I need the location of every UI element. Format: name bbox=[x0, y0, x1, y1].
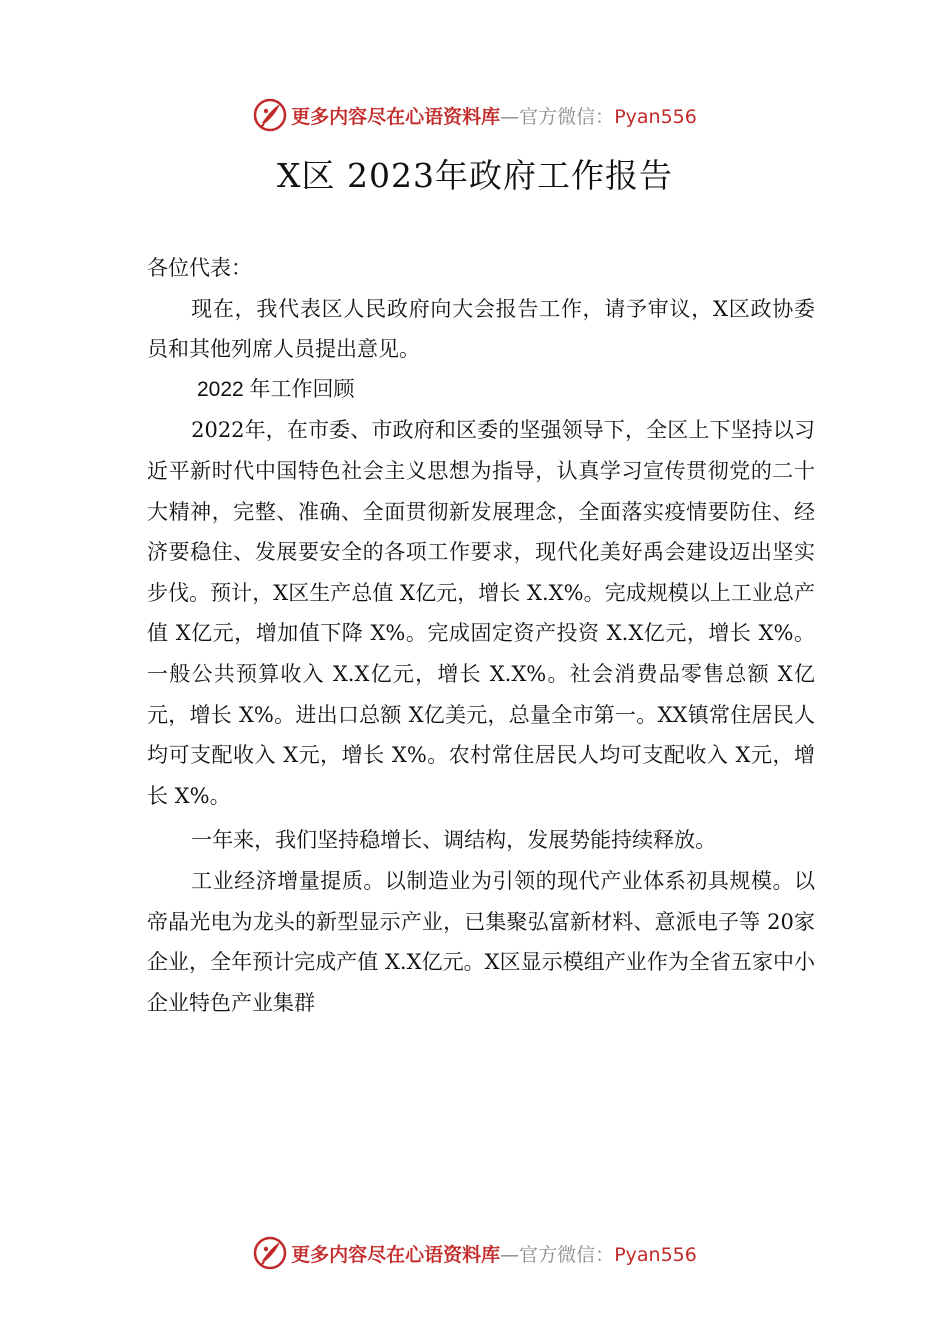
banner-main-text: 更多内容尽在心语资料库 bbox=[291, 1243, 501, 1266]
section-heading: 2022 年工作回顾 bbox=[197, 377, 355, 401]
banner-label: 官方微信： bbox=[519, 105, 615, 128]
banner-main-text: 更多内容尽在心语资料库 bbox=[291, 105, 501, 128]
intro-paragraph: 现在，我代表区人民政府向大会报告工作，请予审议，X区政协委员和其他列席人员提出意见。 bbox=[147, 296, 815, 362]
quill-logo-icon bbox=[253, 98, 287, 132]
banner-dash: — bbox=[500, 105, 520, 128]
banner-text bbox=[291, 102, 697, 129]
banner-dash: — bbox=[500, 1243, 520, 1266]
salutation: 各位代表： bbox=[147, 256, 252, 280]
footer-watermark-banner bbox=[0, 1233, 950, 1273]
header-watermark-banner bbox=[0, 95, 950, 135]
industry-paragraph: 工业经济增量提质。以制造业为引领的现代产业体系初具规模。以帝晶光电为龙头的新型显示产业，已集聚弘富新材料、意派电子等 20家企业，全年预计完成产值 X.X亿元。X区显示模组产业作为全省五家中小企业特色产业集群 bbox=[147, 868, 815, 1015]
quill-logo-icon bbox=[253, 1236, 287, 1270]
banner-wechat-id: Pyan556 bbox=[614, 105, 697, 128]
review-paragraph: 2022年，在市委、市政府和区委的坚强领导下，全区上下坚持以习近平新时代中国特色社会主义思想为指导，认真学习宣传贯彻党的二十大精神，完整、准确、全面贯彻新发展理念，全面落实疫情要防住、经济要稳住、发展要安全的各项工作要求，现代化美好禹会建设迈出坚实步伐。预计，X区生产总值 X亿元，增长 X.X%。完成规模以上工业总产值 X亿元，增加值下降 X%。完成固定资产投资 X.X亿元，增长 X%。一般公共预算收入 X.X亿元，增长 X.X%。社会消费品零售总额 X亿元，增长 X%。进出口总额 X亿美元，总量全市第一。XX镇常住居民人均可支配收入 X元，增长 X%。农村常住居民人均可支配收入 X元，增长 X%。 bbox=[147, 418, 815, 808]
summary-paragraph: 一年来，我们坚持稳增长、调结构，发展势能持续释放。 bbox=[191, 828, 717, 853]
document-title: X区 2023年政府工作报告 bbox=[277, 156, 673, 195]
document-body bbox=[147, 248, 815, 1023]
banner-text bbox=[291, 1240, 697, 1267]
banner-label: 官方微信： bbox=[519, 1243, 615, 1266]
banner-wechat-id: Pyan556 bbox=[614, 1243, 697, 1266]
